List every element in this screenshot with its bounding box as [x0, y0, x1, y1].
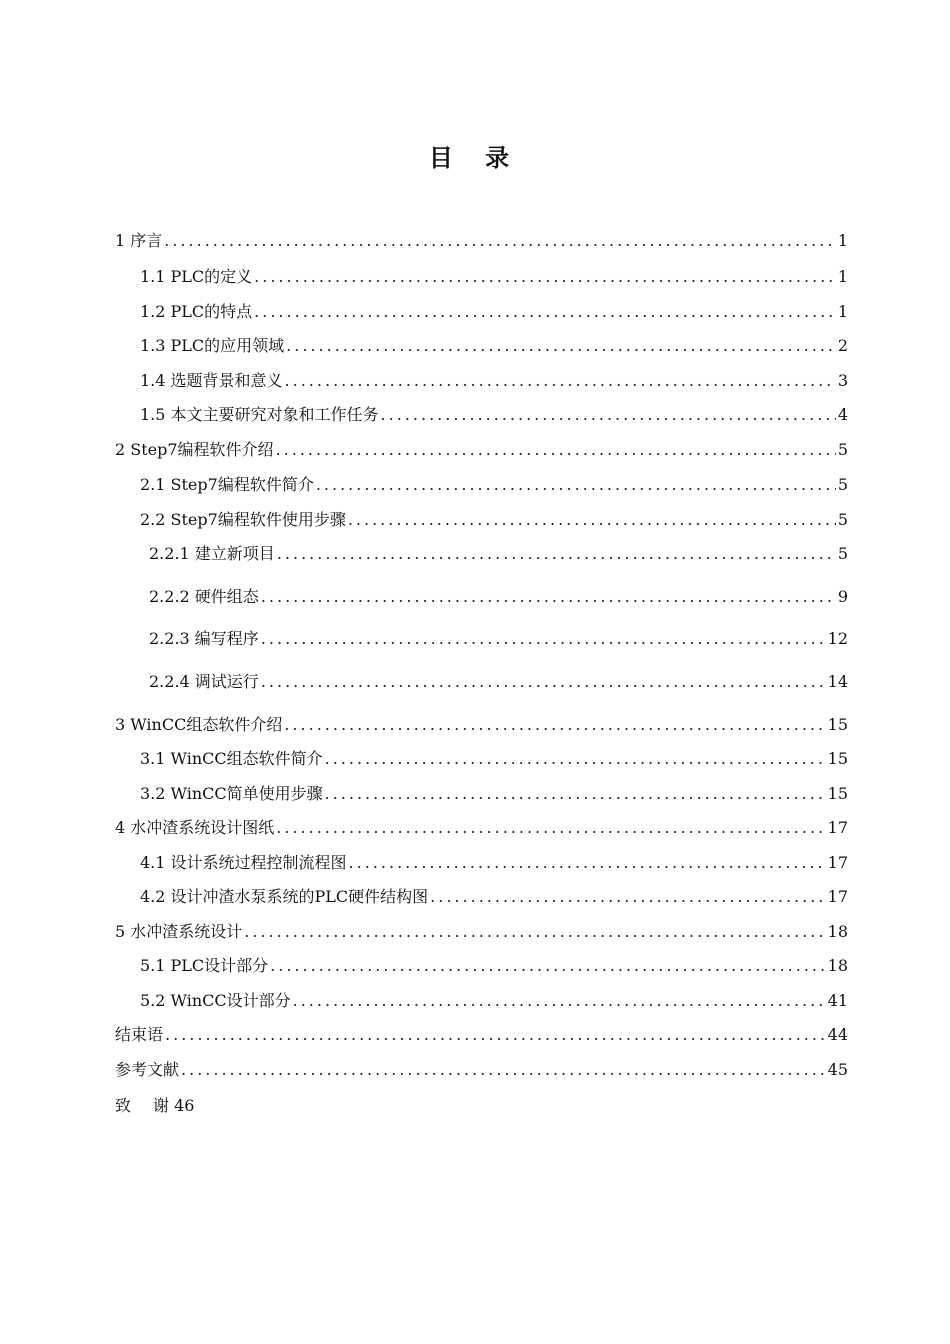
toc-entry[interactable] — [115, 1059, 848, 1081]
toc-entry[interactable] — [115, 474, 848, 496]
dot-leader — [276, 439, 836, 461]
toc-label: 5.2 WinCC设计部分 — [140, 991, 291, 1010]
toc-label: 5 水冲渣系统设计 — [115, 922, 243, 941]
toc-entry[interactable] — [115, 1024, 848, 1046]
toc-entry-acknowledgement[interactable] — [115, 1095, 194, 1117]
page-title: 目 录 — [428, 144, 522, 172]
dot-leader — [270, 955, 825, 977]
toc-page: 17 — [827, 887, 848, 906]
toc-entry[interactable] — [115, 301, 848, 323]
dot-leader — [277, 543, 836, 565]
toc-label: 2 Step7编程软件介绍 — [115, 440, 274, 459]
dot-leader — [164, 230, 836, 252]
dot-leader — [348, 509, 836, 531]
dot-leader — [261, 628, 826, 650]
toc-label: 结束语 — [115, 1025, 164, 1044]
toc-page: 12 — [827, 629, 848, 648]
toc-page: 1 — [837, 267, 848, 286]
dot-leader — [349, 852, 826, 874]
toc-entry[interactable] — [115, 886, 848, 908]
toc-entry[interactable] — [115, 783, 848, 805]
toc-label: 致 — [115, 1096, 132, 1115]
toc-page: 4 — [837, 405, 848, 424]
toc-page: 17 — [827, 853, 848, 872]
toc-entry[interactable] — [115, 404, 848, 426]
toc-page: 41 — [827, 991, 848, 1010]
toc-page: 5 — [837, 440, 848, 459]
toc-label: 4 水冲渣系统设计图纸 — [115, 818, 275, 837]
toc-entry[interactable] — [115, 748, 848, 770]
toc-entry[interactable] — [115, 439, 848, 461]
toc-label: 2.2 Step7编程软件使用步骤 — [140, 510, 346, 529]
toc-page: 1 — [837, 231, 848, 250]
toc-entry[interactable] — [115, 628, 848, 650]
toc-label: 3 WinCC组态软件介绍 — [115, 715, 283, 734]
toc-label: 1.1 PLC的定义 — [140, 267, 253, 286]
toc-entry[interactable] — [115, 586, 848, 608]
toc-entry[interactable] — [115, 509, 848, 531]
toc-label: 2.2.1 建立新项目 — [149, 544, 275, 563]
toc-label: 3.2 WinCC简单使用步骤 — [140, 784, 323, 803]
toc-page: 3 — [837, 371, 848, 390]
toc-page: 17 — [827, 818, 848, 837]
dot-leader — [293, 990, 826, 1012]
dot-leader — [261, 671, 826, 693]
toc-entry[interactable] — [115, 335, 848, 357]
dot-leader — [325, 783, 826, 805]
dot-leader — [285, 370, 836, 392]
toc-page: 2 — [837, 336, 848, 355]
dot-leader — [244, 921, 825, 943]
toc-label: 1.3 PLC的应用领域 — [140, 336, 285, 355]
dot-leader — [284, 714, 825, 736]
toc-entry[interactable] — [115, 543, 848, 565]
toc-label: 2.2.4 调试运行 — [149, 672, 259, 691]
toc-entry[interactable] — [115, 852, 848, 874]
toc-entry[interactable] — [115, 370, 848, 392]
toc-label: 4.2 设计冲渣水泵系统的PLC硬件结构图 — [140, 887, 429, 906]
toc-entry[interactable] — [115, 671, 848, 693]
toc-label: 参考文献 — [115, 1060, 180, 1079]
dot-leader — [276, 817, 825, 839]
toc-page: 1 — [837, 302, 848, 321]
toc-entry[interactable] — [115, 230, 848, 252]
toc-page: 5 — [837, 544, 848, 563]
dot-leader — [430, 886, 825, 908]
toc-entry[interactable] — [115, 817, 848, 839]
toc-page: 14 — [827, 672, 848, 691]
dot-leader — [261, 586, 836, 608]
toc-page: 18 — [827, 922, 848, 941]
toc-label: 3.1 WinCC组态软件简介 — [140, 749, 323, 768]
toc-label: 1.2 PLC的特点 — [140, 302, 253, 321]
toc-entry[interactable] — [115, 990, 848, 1012]
dot-leader — [286, 335, 836, 357]
toc-page: 15 — [827, 715, 848, 734]
toc-label: 1.5 本文主要研究对象和工作任务 — [140, 405, 379, 424]
toc-entry[interactable] — [115, 921, 848, 943]
toc-label: 1 序言 — [115, 231, 163, 250]
dot-leader — [316, 474, 836, 496]
toc-page: 44 — [827, 1025, 848, 1044]
toc-page: 9 — [837, 587, 848, 606]
toc-label: 2.2.2 硬件组态 — [149, 587, 259, 606]
dot-leader — [254, 301, 836, 323]
toc-label: 2.1 Step7编程软件简介 — [140, 475, 314, 494]
toc-entry[interactable] — [115, 955, 848, 977]
toc-page: 5 — [837, 475, 848, 494]
toc-page: 45 — [827, 1060, 848, 1079]
toc-page: 15 — [827, 749, 848, 768]
toc-page: 5 — [837, 510, 848, 529]
dot-leader — [181, 1059, 826, 1081]
toc-label: 1.4 选题背景和意义 — [140, 371, 283, 390]
toc-label: 4.1 设计系统过程控制流程图 — [140, 853, 347, 872]
toc-page: 15 — [827, 784, 848, 803]
toc-page: 18 — [827, 956, 848, 975]
toc-entry[interactable] — [115, 714, 848, 736]
dot-leader — [325, 748, 826, 770]
dot-leader — [254, 266, 836, 288]
toc-label: 谢 46 — [153, 1096, 195, 1115]
toc-entry[interactable] — [115, 266, 848, 288]
toc-label: 2.2.3 编写程序 — [149, 629, 259, 648]
dot-leader — [381, 404, 836, 426]
toc-label: 5.1 PLC设计部分 — [140, 956, 269, 975]
dot-leader — [165, 1024, 826, 1046]
